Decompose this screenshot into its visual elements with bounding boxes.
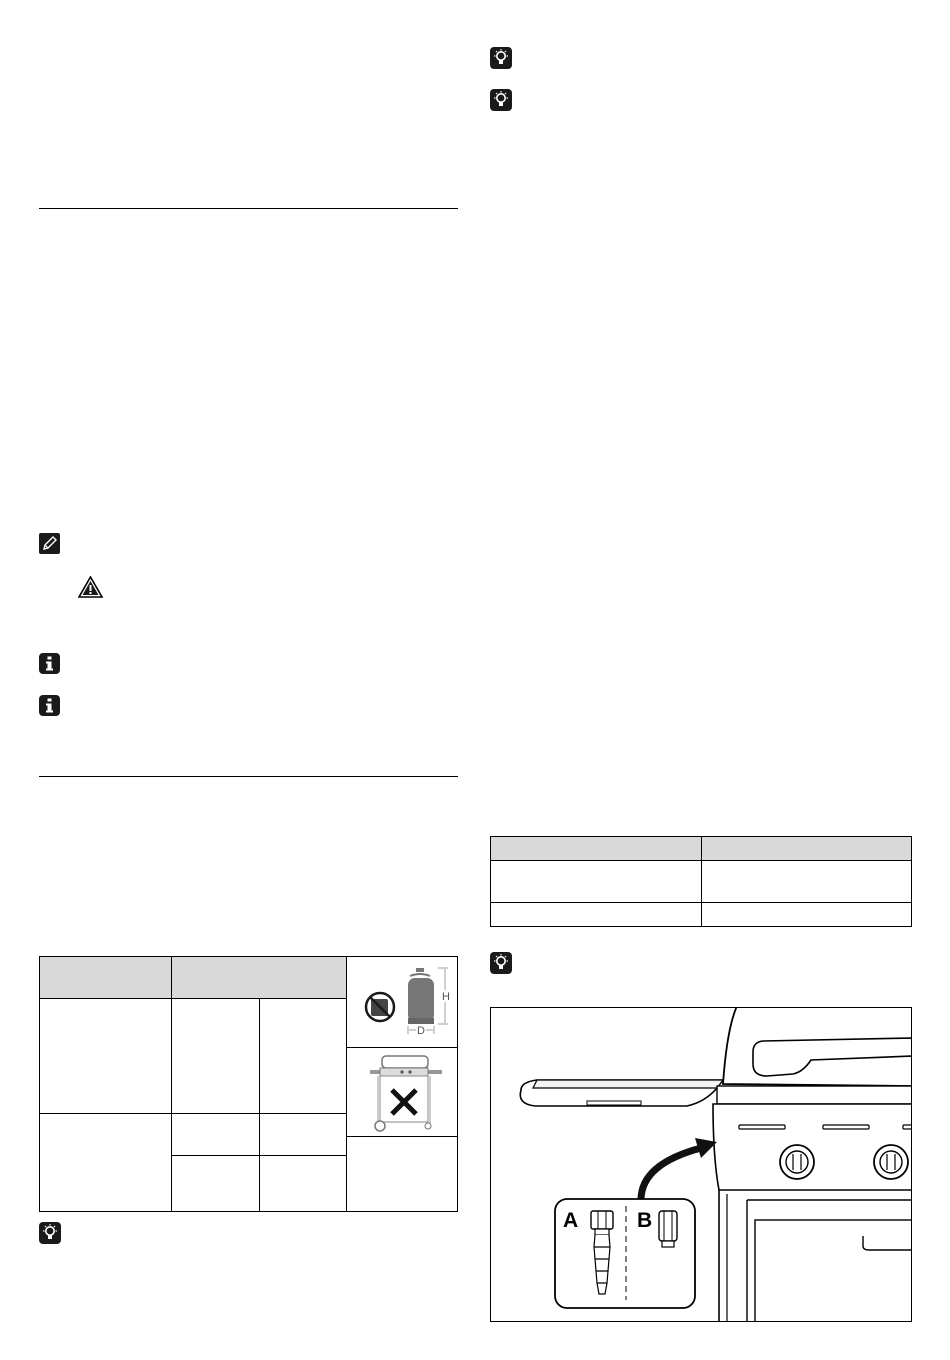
lightbulb-icon bbox=[490, 47, 512, 69]
table-cell bbox=[171, 998, 260, 1114]
info-icon bbox=[39, 653, 60, 674]
table-header-cell bbox=[701, 836, 912, 861]
table-cell bbox=[259, 1155, 347, 1212]
table-cell bbox=[259, 1113, 347, 1156]
table-cell bbox=[39, 998, 172, 1114]
table-cell bbox=[259, 998, 347, 1114]
table-image-divider bbox=[346, 1047, 458, 1048]
cylinder-diameter-label: D bbox=[417, 1025, 425, 1037]
table-cell bbox=[171, 1155, 260, 1212]
connector-a-label: A bbox=[563, 1209, 579, 1232]
connector-b-label: B bbox=[637, 1209, 653, 1232]
lightbulb-icon bbox=[490, 952, 512, 974]
table-header-cell bbox=[171, 956, 347, 999]
cylinder-height-label: H bbox=[442, 991, 450, 1003]
grill-connector-illustration bbox=[490, 1007, 912, 1322]
table-header-cell bbox=[39, 956, 172, 999]
table-cell bbox=[490, 902, 702, 927]
table-cell bbox=[701, 860, 912, 903]
lightbulb-icon bbox=[490, 89, 512, 111]
table-header-cell bbox=[490, 836, 702, 861]
grill-connector-drawing bbox=[491, 1008, 912, 1322]
table-cell bbox=[39, 1113, 172, 1212]
section-rule-top bbox=[39, 208, 458, 209]
gas-cylinder-dimensions-illustration bbox=[350, 962, 454, 1042]
section-rule-bottom bbox=[39, 776, 458, 777]
table-cell bbox=[701, 902, 912, 927]
warning-triangle-icon bbox=[78, 576, 103, 598]
table-image-divider bbox=[346, 1136, 458, 1137]
grill-storage-prohibited-illustration bbox=[358, 1052, 450, 1134]
table-cell bbox=[171, 1113, 260, 1156]
pencil-icon bbox=[39, 533, 60, 554]
table-cell bbox=[490, 860, 702, 903]
info-icon bbox=[39, 695, 60, 716]
lightbulb-icon bbox=[39, 1222, 61, 1244]
